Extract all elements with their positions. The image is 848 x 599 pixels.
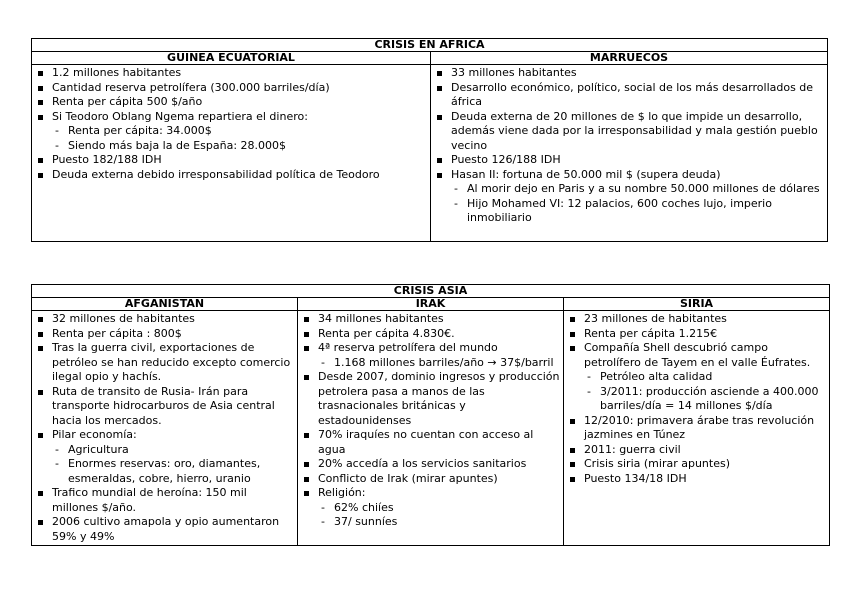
marruecos-heading: MARRUECOS <box>431 52 828 65</box>
list-item: 34 millones habitantes <box>302 312 561 327</box>
siria-list <box>564 311 830 546</box>
irak-heading: IRAK <box>298 298 564 311</box>
irak-list <box>298 311 564 546</box>
list-item: Si Teodoro Oblang Ngema repartiera el dinero: <box>36 110 428 125</box>
list-item: Tras la guerra civil, exportaciones de petróleo se han reducido excepto comercio ilegal opio y hachís. <box>36 341 295 385</box>
list-item: 23 millones de habitantes <box>568 312 827 327</box>
sub-list-item: - Siendo más baja la de España: 28.000$ <box>36 139 428 154</box>
list-item: Deuda externa de 20 millones de $ lo que impide un desarrollo, además viene dada por la irresponsabilidad y mala gestión pueblo vecino <box>435 110 825 154</box>
list-item: Renta per cápita : 800$ <box>36 327 295 342</box>
list-item: Renta per cápita 1.215€ <box>568 327 827 342</box>
asia-table <box>31 284 830 546</box>
sub-list-item: - Agricultura <box>36 443 295 458</box>
list-item: Hasan II: fortuna de 50.000 mil $ (supera deuda) <box>435 168 825 183</box>
sub-list-item: - 1.168 millones barriles/año → 37$/barril <box>302 356 561 371</box>
sub-list-item: - Renta per cápita: 34.000$ <box>36 124 428 139</box>
list-item: 33 millones habitantes <box>435 66 825 81</box>
guinea-heading: GUINEA ECUATORIAL <box>32 52 431 65</box>
sub-list-item: - Petróleo alta calidad <box>568 370 827 385</box>
sub-list-item: - Hijo Mohamed VI: 12 palacios, 600 coches lujo, imperio inmobiliario <box>435 197 825 226</box>
asia-title: CRISIS ASIA <box>32 285 830 298</box>
list-item: Deuda externa debido irresponsabilidad política de Teodoro <box>36 168 428 183</box>
afganistan-list <box>32 311 298 546</box>
list-item: Ruta de transito de Rusia- Irán para transporte hidrocarburos de Asia central hacia los mercados. <box>36 385 295 429</box>
siria-heading: SIRIA <box>564 298 830 311</box>
list-item: Pilar economía: <box>36 428 295 443</box>
list-item: Puesto 134/18 IDH <box>568 472 827 487</box>
list-item: 70% iraquíes no cuentan con acceso al agua <box>302 428 561 457</box>
list-item: 2006 cultivo amapola y opio aumentaron 59% y 49% <box>36 515 295 544</box>
list-item: Trafico mundial de heroína: 150 mil millones $/año. <box>36 486 295 515</box>
list-item: Renta per cápita 500 $/año <box>36 95 428 110</box>
afganistan-heading: AFGANISTAN <box>32 298 298 311</box>
marruecos-list <box>431 65 828 242</box>
sub-list-item: - Enormes reservas: oro, diamantes, esmeraldas, cobre, hierro, uranio <box>36 457 295 486</box>
list-item: 1.2 millones habitantes <box>36 66 428 81</box>
sub-list-item: - 3/2011: producción asciende a 400.000 barriles/día = 14 millones $/día <box>568 385 827 414</box>
list-item: 2011: guerra civil <box>568 443 827 458</box>
list-item: Compañía Shell descubrió campo petrolífero de Tayem en el valle Éufrates. <box>568 341 827 370</box>
list-item: Crisis siria (mirar apuntes) <box>568 457 827 472</box>
sub-list-item: - 62% chiíes <box>302 501 561 516</box>
sub-list-item: - 37/ sunníes <box>302 515 561 530</box>
list-item: Religión: <box>302 486 561 501</box>
sub-list-item: - Al morir dejo en Paris y a su nombre 50.000 millones de dólares <box>435 182 825 197</box>
list-item: 32 millones de habitantes <box>36 312 295 327</box>
list-item: Puesto 126/188 IDH <box>435 153 825 168</box>
list-item: Renta per cápita 4.830€. <box>302 327 561 342</box>
list-item: 12/2010: primavera árabe tras revolución jazmines en Túnez <box>568 414 827 443</box>
list-item: Desde 2007, dominio ingresos y producción petrolera pasa a manos de las trasnacionales británicas y estadounidenses <box>302 370 561 428</box>
list-item: Conflicto de Irak (mirar apuntes) <box>302 472 561 487</box>
africa-title: CRISIS EN AFRICA <box>32 39 828 52</box>
africa-table <box>31 38 828 242</box>
guinea-list <box>32 65 431 242</box>
list-item: Puesto 182/188 IDH <box>36 153 428 168</box>
list-item: 20% accedía a los servicios sanitarios <box>302 457 561 472</box>
list-item: Desarrollo económico, político, social de los más desarrollados de áfrica <box>435 81 825 110</box>
list-item: 4ª reserva petrolífera del mundo <box>302 341 561 356</box>
list-item: Cantidad reserva petrolífera (300.000 barriles/día) <box>36 81 428 96</box>
